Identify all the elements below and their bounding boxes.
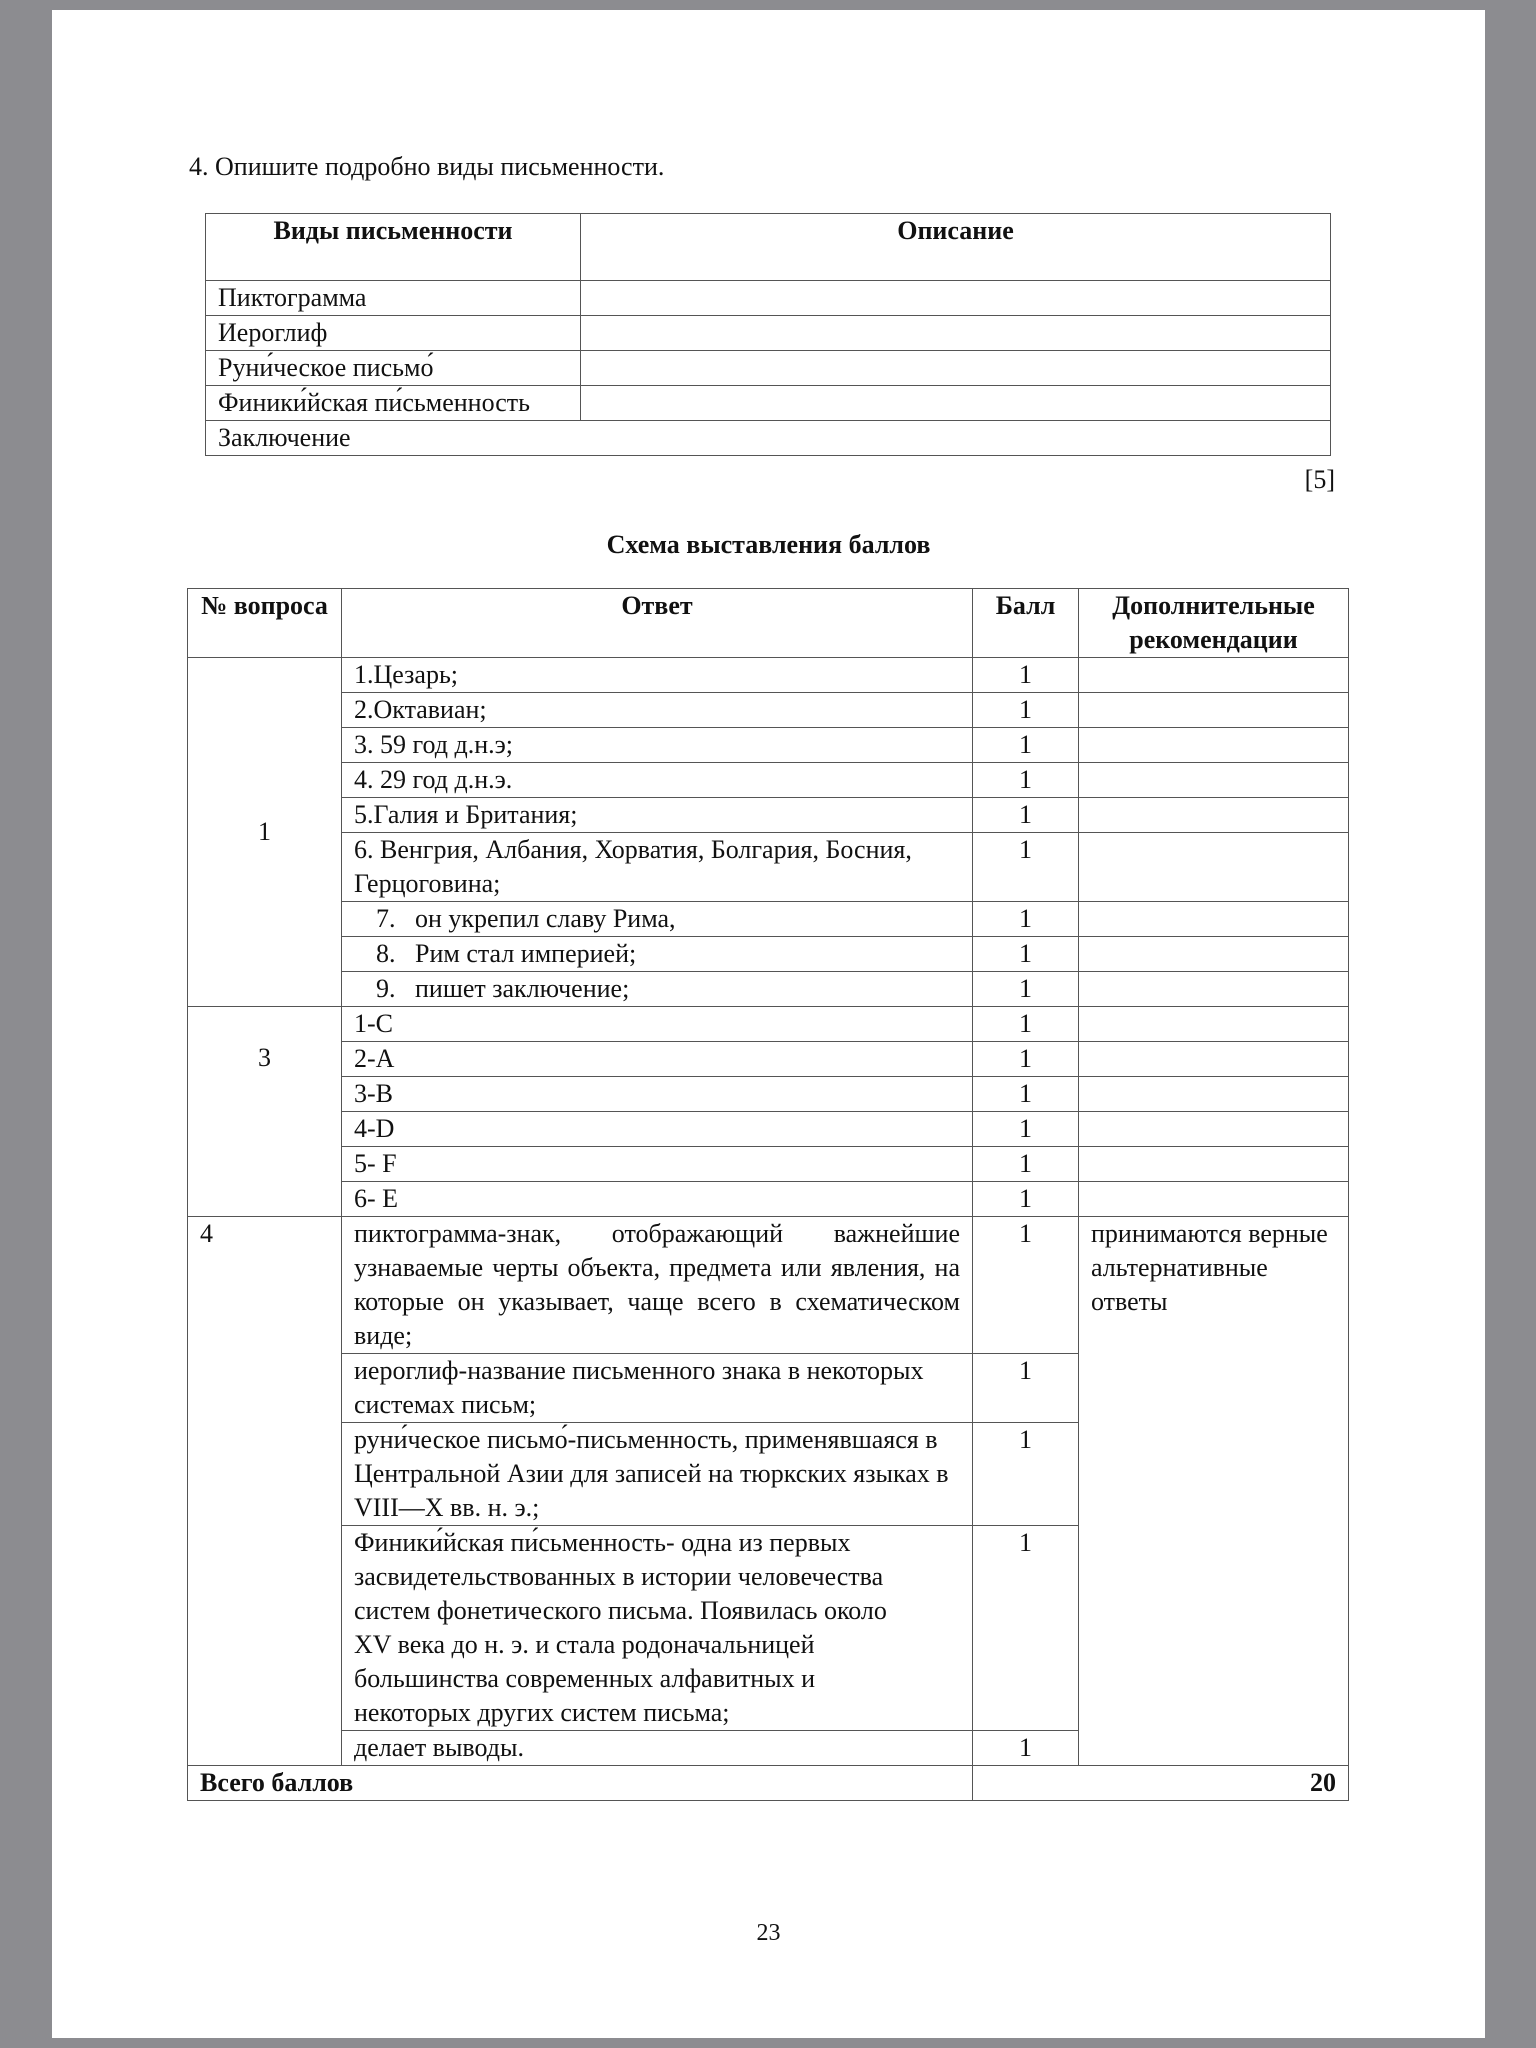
description-cell[interactable] — [581, 351, 1331, 386]
points-cell: 1 — [973, 1077, 1079, 1112]
answer-cell: 5.Галия и Британия; — [342, 798, 973, 833]
answer-cell: 9. пишет заключение; — [342, 972, 973, 1007]
question-text: 4. Опишите подробно виды письменности. — [189, 152, 665, 181]
page-number: 23 — [756, 1920, 781, 1946]
points-cell: 1 — [973, 1182, 1079, 1217]
recommendation-cell — [1079, 1007, 1349, 1042]
points-cell: 1 — [973, 798, 1079, 833]
total-label: Всего баллов — [188, 1766, 973, 1801]
recommendation-cell — [1079, 1147, 1349, 1182]
recommendation-cell — [1079, 693, 1349, 728]
header-question-number: № вопроса — [188, 589, 342, 658]
answer-cell: 5- F — [342, 1147, 973, 1182]
writing-type-cell: Финики́йская пи́сьменность — [206, 386, 581, 421]
answer-cell: 6- E — [342, 1182, 973, 1217]
recommendation-cell — [1079, 902, 1349, 937]
recommendation-cell — [1079, 833, 1349, 902]
recommendation-cell — [1079, 728, 1349, 763]
points-cell: 1 — [973, 763, 1079, 798]
points-cell: 1 — [973, 1112, 1079, 1147]
question-number — [188, 1007, 342, 1217]
recommendation-cell — [1079, 1112, 1349, 1147]
question-number: 4 — [188, 1217, 342, 1766]
points-cell: 1 — [973, 972, 1079, 1007]
answer-cell: 2-A — [342, 1042, 973, 1077]
points-cell: 1 — [973, 1423, 1079, 1526]
answer-cell: 2.Октавиан; — [342, 693, 973, 728]
points-cell: 1 — [973, 1526, 1079, 1731]
points-cell: 1 — [973, 1147, 1079, 1182]
recommendation-cell — [1079, 1042, 1349, 1077]
header-points: Балл — [973, 589, 1079, 658]
description-cell[interactable] — [581, 316, 1331, 351]
points-cell: 1 — [973, 937, 1079, 972]
description-cell[interactable] — [581, 386, 1331, 421]
answer-cell: 3. 59 год д.н.э; — [342, 728, 973, 763]
writing-types-table — [205, 213, 1331, 456]
points-cell: 1 — [973, 833, 1079, 902]
points-cell: 1 — [973, 1354, 1079, 1423]
recommendation-cell — [1079, 972, 1349, 1007]
points-cell: 1 — [973, 1731, 1079, 1766]
answer-cell: 1.Цезарь; — [342, 658, 973, 693]
answer-cell: 4. 29 год д.н.э. — [342, 763, 973, 798]
answer-cell: руни́ческое письмо́-письменность, применявшаяся в Центральной Азии для записей на тюркских языках в VIII—X вв. н. э.; — [342, 1423, 973, 1526]
document-page — [52, 10, 1485, 2038]
total-value: 20 — [973, 1766, 1349, 1801]
header-recommendations: Дополнительные рекомендации — [1079, 589, 1349, 658]
points-cell: 1 — [973, 1217, 1079, 1354]
header-writing-types: Виды письменности — [206, 214, 581, 281]
answer-cell: 7. он укрепил славу Рима, — [342, 902, 973, 937]
answer-cell: 3-B — [342, 1077, 973, 1112]
answer-cell: пиктограмма-знак, отображающий важнейшие узнаваемые черты объекта, предмета или явления, на которые он указывает, чаще всего в схематическом виде; — [342, 1217, 973, 1354]
scheme-title: Схема выставления баллов — [606, 530, 931, 559]
points-cell: 1 — [973, 693, 1079, 728]
writing-type-cell: Руни́ческое письмо́ — [206, 351, 581, 386]
points-cell: 1 — [973, 1042, 1079, 1077]
header-answer: Ответ — [342, 589, 973, 658]
answer-cell: Финики́йская пи́сьменность- одна из первых засвидетельствованных в истории человечества систем фонетического письма. Появилась около XV века до н. э. и стала родоначальницей большинства современных алфавитных и некоторых других систем письма; — [342, 1526, 973, 1731]
description-cell[interactable] — [581, 281, 1331, 316]
recommendation-cell — [1079, 798, 1349, 833]
scoring-table — [187, 588, 1349, 1801]
points-cell: 1 — [973, 1007, 1079, 1042]
writing-type-cell: Иероглиф — [206, 316, 581, 351]
answer-cell: 6. Венгрия, Албания, Хорватия, Болгария, Босния, Герцоговина; — [342, 833, 973, 902]
max-score: [5] — [1304, 465, 1335, 494]
question-number-text: 3 — [258, 1043, 271, 1072]
answer-cell: 1-C — [342, 1007, 973, 1042]
recommendation-cell — [1079, 1077, 1349, 1112]
recommendation-cell — [1079, 937, 1349, 972]
points-cell: 1 — [973, 658, 1079, 693]
answer-cell: делает выводы. — [342, 1731, 973, 1766]
header-description: Описание — [581, 214, 1331, 281]
answer-cell: 8. Рим стал империей; — [342, 937, 973, 972]
answer-cell: 4-D — [342, 1112, 973, 1147]
recommendation-cell — [1079, 1182, 1349, 1217]
points-cell: 1 — [973, 902, 1079, 937]
recommendation-cell: принимаются верные альтернативные ответы — [1079, 1217, 1349, 1766]
question-number: 1 — [188, 658, 342, 1007]
points-cell: 1 — [973, 728, 1079, 763]
recommendation-cell — [1079, 763, 1349, 798]
answer-cell: иероглиф-название письменного знака в некоторых системах письм; — [342, 1354, 973, 1423]
recommendation-cell — [1079, 658, 1349, 693]
conclusion-cell: Заключение — [206, 421, 1331, 456]
writing-type-cell: Пиктограмма — [206, 281, 581, 316]
